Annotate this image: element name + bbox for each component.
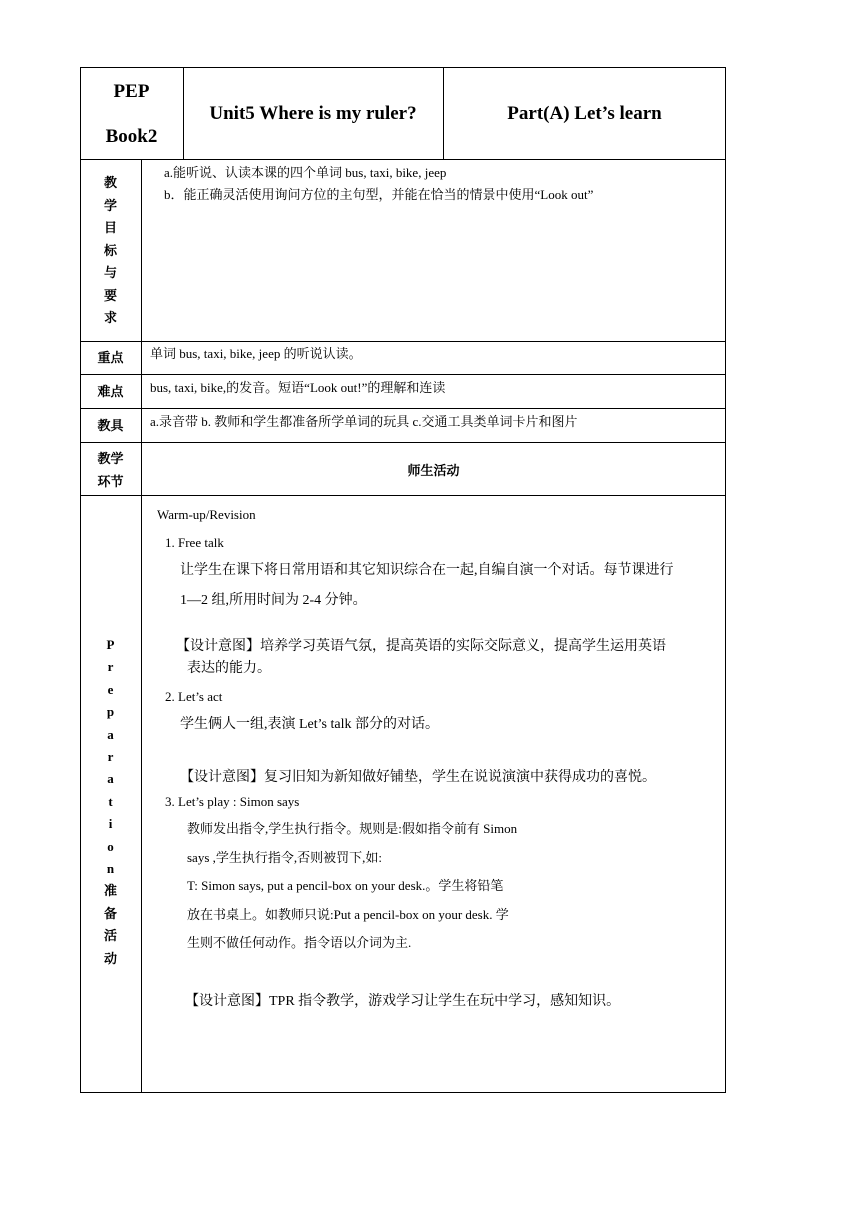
item1-line2: 1—2 组,所用时间为 2-4 分钟。 — [180, 593, 367, 608]
table-divider — [80, 408, 726, 409]
label-char: 标 — [103, 242, 117, 258]
label-char: 活 — [103, 928, 117, 944]
item2-title: 2. Let’s act — [165, 689, 223, 704]
intent1-line2: 表达的能力。 — [187, 661, 271, 676]
teaching-aids-label: 教具 — [97, 418, 124, 433]
label-char: 要 — [103, 287, 117, 303]
label-char: 准 — [103, 883, 117, 899]
preparation-label — [80, 634, 141, 970]
label-char: r — [107, 749, 114, 765]
book-label-line2: Book2 — [105, 126, 158, 147]
label-char: e — [107, 681, 114, 697]
intent2: 【设计意图】复习旧知为新知做好铺垫，学生在说说演演中获得成功的喜悦。 — [180, 770, 656, 785]
label-char: 动 — [103, 950, 117, 966]
label-char: o — [107, 838, 114, 854]
label-char: P — [106, 637, 115, 652]
objective-a: a.能听说、认读本课的四个单词 bus, taxi, bike, jeep — [164, 165, 447, 180]
label-char: t — [108, 793, 113, 809]
label-char: i — [108, 816, 113, 832]
item3-line2: says ,学生执行指令,否则被罚下,如: — [187, 850, 383, 865]
objectives-label — [80, 172, 141, 330]
label-char: a — [107, 771, 114, 787]
label-char: r — [107, 659, 114, 675]
table-divider — [141, 159, 142, 1093]
item1-title: 1. Free talk — [165, 535, 224, 550]
label-char: 学 — [103, 197, 117, 213]
intent1-line1: 【设计意图】培养学习英语气氛，提高英语的实际交际意义，提高学生运用英语 — [176, 639, 666, 654]
book-label-line1: PEP — [113, 81, 150, 102]
section-label-line1: 教学 — [97, 451, 124, 466]
section-label-line2: 环节 — [97, 474, 124, 489]
section-title: 师生活动 — [407, 463, 460, 478]
item3-title: 3. Let’s play : Simon says — [165, 794, 300, 809]
intent3: 【设计意图】TPR 指令教学，游戏学习让学生在玩中学习，感知知识。 — [185, 994, 621, 1009]
objective-b: b．能正确灵活使用询问方位的主句型，并能在恰当的情景中使用“Look out” — [164, 187, 594, 202]
difficulties-text: bus, taxi, bike,的发音。短语“Look out!”的理解和连读 — [150, 380, 446, 395]
item3-line3: T: Simon says, put a pencil-box on your desk.。学生将铅笔 — [187, 878, 504, 893]
item1-line1: 让学生在课下将日常用语和其它知识综合在一起,自编自演一个对话。每节课进行 — [180, 563, 674, 578]
item2-line1: 学生俩人一组,表演 Let’s talk 部分的对话。 — [180, 717, 439, 732]
item3-line5: 生则不做任何动作。指令语以介词为主. — [187, 935, 412, 950]
label-char: 教 — [103, 175, 117, 190]
difficulties-label: 难点 — [97, 384, 124, 399]
label-char: p — [106, 704, 115, 720]
label-char: 求 — [103, 310, 117, 325]
table-divider — [80, 442, 726, 443]
label-char: 备 — [103, 905, 117, 921]
teaching-aids-text: a.录音带 b. 教师和学生都准备所学单词的玩具 c.交通工具类单词卡片和图片 — [150, 414, 578, 429]
key-points-text: 单词 bus, taxi, bike, jeep 的听说认读。 — [150, 346, 362, 361]
unit-title: Unit5 Where is my ruler? — [209, 103, 417, 124]
table-divider — [80, 495, 726, 496]
table-divider — [80, 374, 726, 375]
part-title: Part(A) Let’s learn — [507, 103, 662, 124]
label-char: n — [106, 861, 115, 877]
label-char: 与 — [103, 265, 117, 280]
table-divider — [80, 341, 726, 342]
key-points-label: 重点 — [97, 350, 124, 365]
table-divider — [80, 159, 726, 160]
item3-line4: 放在书桌上。如教师只说:Put a pencil-box on your desk. 学 — [187, 907, 509, 922]
warmup-heading: Warm-up/Revision — [157, 507, 256, 522]
label-char: 目 — [103, 220, 117, 235]
item3-line1: 教师发出指令,学生执行指令。规则是:假如指令前有 Simon — [187, 821, 518, 836]
label-char: a — [107, 726, 114, 742]
